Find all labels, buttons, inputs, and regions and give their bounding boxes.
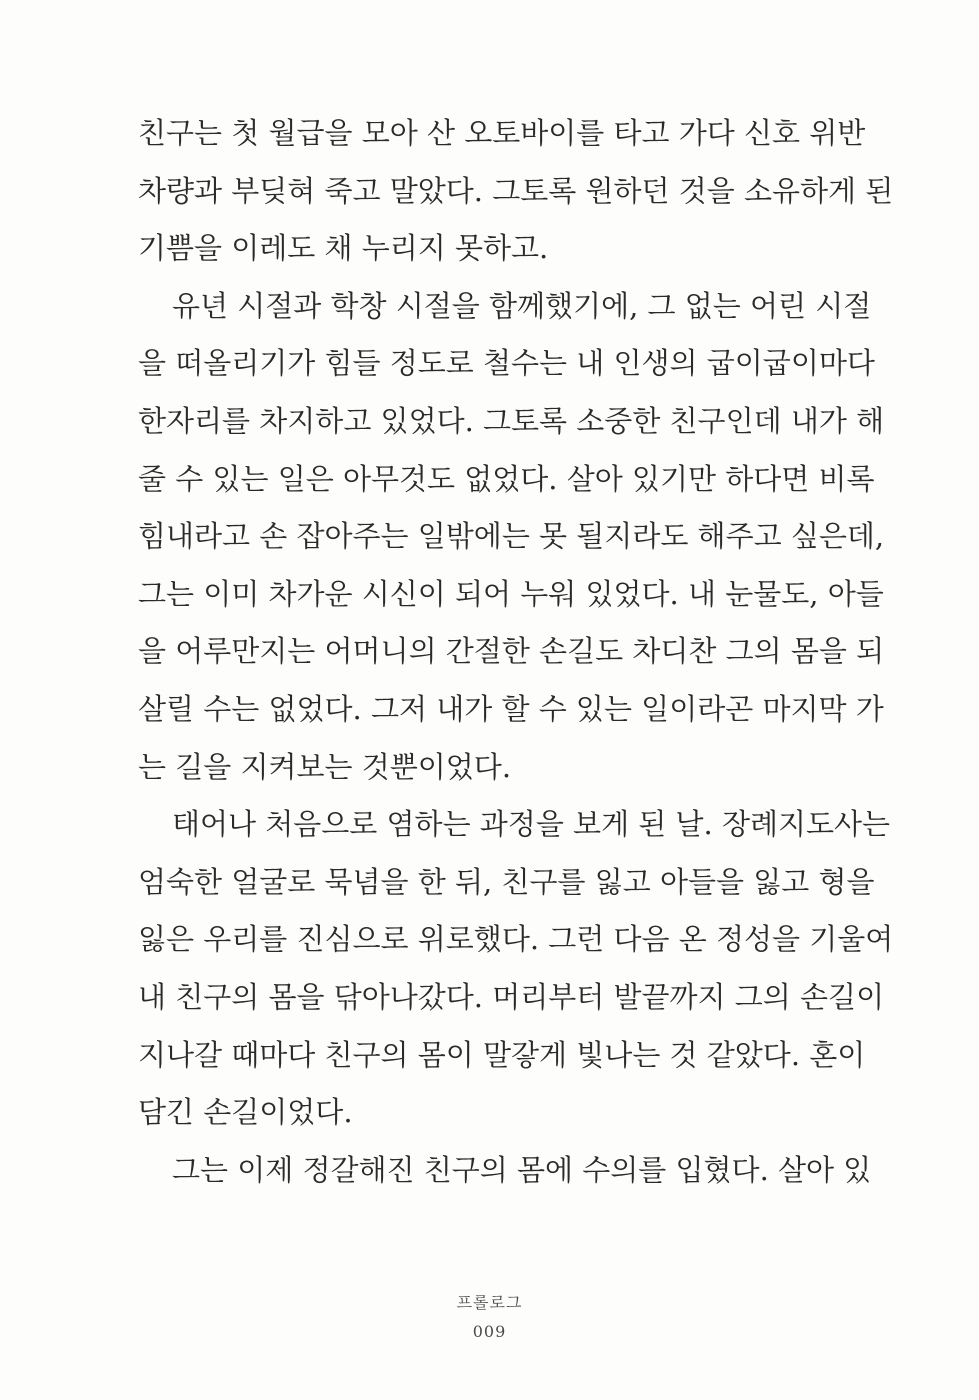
text-line: 그는 이미 차가운 시신이 되어 누워 있었다. 내 눈물도, 아들 — [138, 576, 884, 611]
text-line: 는 길을 지켜보는 것뿐이었다. — [138, 749, 512, 784]
text-line: 을 떠올리기가 힘들 정도로 철수는 내 인생의 굽이굽이마다 — [138, 346, 875, 381]
text-line: 지나갈 때마다 친구의 몸이 말갛게 빛나는 것 같았다. 혼이 — [138, 1037, 866, 1072]
text-line: 차량과 부딪혀 죽고 말았다. 그토록 원하던 것을 소유하게 된 — [138, 173, 894, 208]
text-line: 내 친구의 몸을 닦아나갔다. 머리부터 발끝까지 그의 손길이 — [138, 979, 885, 1014]
text-line: 을 어루만지는 어머니의 간절한 손길도 차디찬 그의 몸을 되 — [138, 634, 885, 669]
text-line: 살릴 수는 없었다. 그저 내가 할 수 있는 일이라곤 마지막 가 — [138, 691, 884, 726]
text-line: 기쁨을 이레도 채 누리지 못하고. — [138, 231, 549, 266]
text-line: 줄 수 있는 일은 아무것도 없었다. 살아 있기만 하다면 비록 — [138, 461, 875, 496]
text-line: 담긴 손길이었다. — [138, 1095, 353, 1130]
prologue-body-text — [138, 105, 894, 1199]
footer-section-title: 프롤로그 — [456, 1293, 523, 1312]
text-line: 그는 이제 정갈해진 친구의 몸에 수의를 입혔다. 살아 있 — [172, 1152, 872, 1187]
text-line: 잃은 우리를 진심으로 위로했다. 그런 다음 온 정성을 기울여 — [138, 922, 894, 957]
text-line: 태어나 처음으로 염하는 과정을 보게 된 날. 장례지도사는 — [172, 807, 891, 842]
text-line: 힘내라고 손 잡아주는 일밖에는 못 될지라도 해주고 싶은데, — [138, 519, 885, 554]
text-line: 엄숙한 얼굴로 묵념을 한 뒤, 친구를 잃고 아들을 잃고 형을 — [138, 864, 875, 899]
text-line: 한자리를 차지하고 있었다. 그토록 소중한 친구인데 내가 해 — [138, 403, 885, 438]
text-line: 유년 시절과 학창 시절을 함께했기에, 그 없는 어린 시절 — [172, 288, 872, 323]
text-line: 친구는 첫 월급을 모아 산 오토바이를 타고 가다 신호 위반 — [138, 116, 866, 150]
footer-page-number: 009 — [472, 1322, 507, 1341]
